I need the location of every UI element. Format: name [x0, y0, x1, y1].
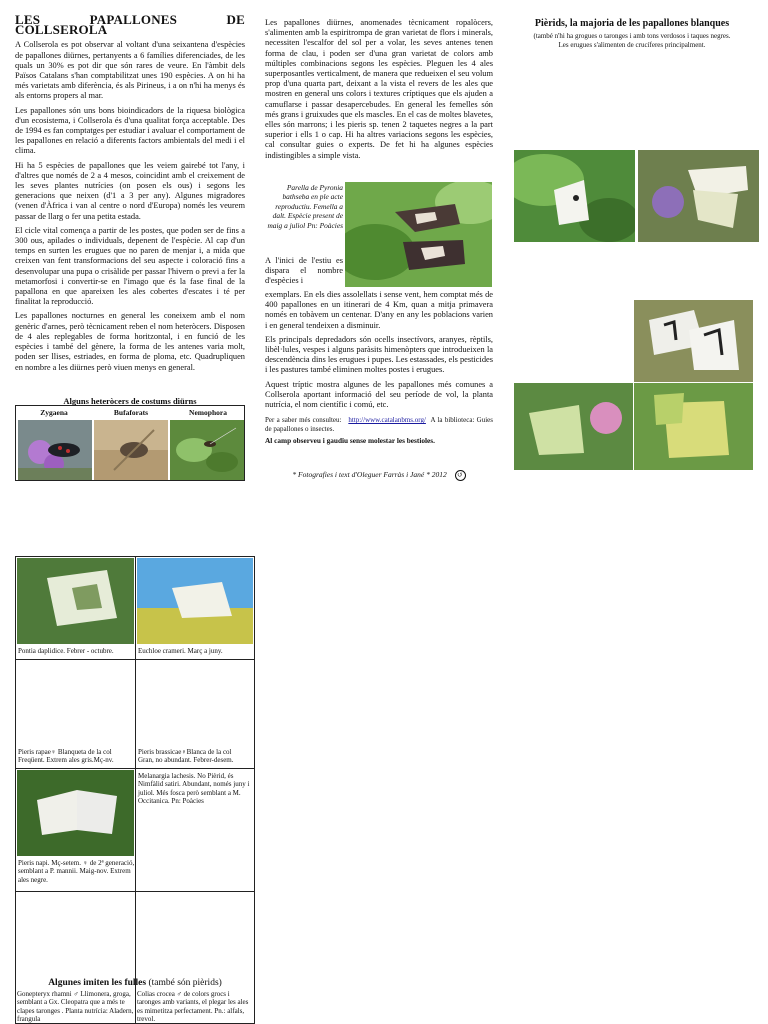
caption-pieris-napi: Pieris napi. Mç-setem. ♀ de 2ª generació, semblant a P. mannii. Maig-nov. Extrem ales negre.	[18, 859, 135, 884]
page-title: LES PAPALLONES DE COLLSEROLA	[15, 12, 245, 38]
summer-paragraph-end: exemplars. En els dies assolellats i sense vent, hem comptat més de 400 papallones en un itinerari de 4 Km, quan a mitja primavera només en tobàvem un centenar. D'any en any les poblacions varien i en general tendeixen a disminuir.	[265, 290, 493, 330]
moth-name-bufaforats: Bufaforats	[113, 408, 149, 417]
moth-table	[15, 405, 245, 481]
photo-nemophora	[170, 420, 244, 480]
grid-cell-1	[15, 556, 136, 660]
grid-cell-6	[135, 768, 255, 892]
caption-gonepteryx: Gonepteryx rhamni ♂ Llimonera, groga, semblant a Gx. Cleopatra que a més te clapes taronges . Planta nutrícia: Aladern, frangula	[17, 990, 134, 1024]
column-left	[15, 12, 245, 377]
photo-pontia-daplidice	[17, 558, 134, 644]
intro-paragraph: A Collserola es pot observar al voltant d'una seixantena d'espècies de papallones diürnes, pertanyents a 6 famílies diferenciades, de les quals un 30% es pot dir que són rares de veure. En l'àmbit dels Països Catalans s'han comptabilitzat unes 190 espècies. A on hi ha més varietats amb diferència, és als Pirineus, i a on n'hi ha menys és als entorns propers al mar.	[15, 40, 245, 101]
column-middle	[265, 18, 493, 165]
photo-bufaforats	[94, 420, 168, 480]
photo-pierid-5	[634, 383, 753, 470]
pierids-title: Pièrids, la majoria de les papallones blanques	[534, 18, 730, 29]
caption-pieris-brassicae: Pieris brassicae♀Blanca de la col Gran, no abundant. Febrer-desem.	[138, 748, 234, 765]
photo-pierid-4	[514, 383, 633, 470]
moth-name-zygaena: Zygaena	[40, 408, 68, 417]
nocturnal-paragraph: Les papallones nocturnes en general les coneixem amb el nom genèric d'arnes, però tècnicament reben el nom heteròcers. Disposen de 4 ales replegables de forma horitzontal, i en funció de les espècies i també del gènere, la forma de les antenes varia molt, poden ser llises, estriades, en forma de ploma, etc. Quadrupliquen en nombre a les diürnes però viuen menys en general.	[15, 311, 245, 372]
photo-euchloe-crameri	[137, 558, 253, 644]
grid-cell-5	[15, 768, 136, 892]
lifecycle-paragraph: El cicle vital comença a partir de les postes, que poden ser de fins a 300 ous, apilades o individuals, depenent de l'espècie. Al cap d'un temps en surten les erugues que no paren de menjar i, a mida que creixen van fent transformacions del seu aspecte i coloració fins a desenvolupar una pupa o crisàlide per passar l'hivern o previ a fer la metamorfosi i convertir-se en l'imago que és la fase final de la papallona en que apareixen les ales cobertes d'escates i té per finalitat la reproducció.	[15, 225, 245, 307]
predators-paragraph: Els principals depredadors són ocells insectívors, aranyes, rèptils, libèl·lules, vespes i alguns paràsits himenòpters que introdueixen la descendència dins les erugues i pupes. Les estassades, els pesticides i les pastures també eliminen moltes postes i erugues.	[265, 334, 493, 375]
column-middle-cont	[265, 256, 343, 291]
photo-pierid-2	[638, 150, 759, 242]
pierids-subtitle: (també n'hi ha grogues o taronges i amb tons verdosos i taques negres. Les erugues s'alimenten de crucíferes principalment.	[533, 32, 731, 49]
photo-pieris-napi	[17, 770, 134, 856]
caption-pieris-rapae: Pieris rapae♀ Blanqueta de la col Freqüent. Extrem ales gris.Mç-nv.	[18, 748, 114, 765]
column-middle-lower	[265, 290, 493, 446]
more-info: Per a saber més consulteu: http://www.catalanbms.org/ A la biblioteca: Guies de papallones o insectes.	[265, 416, 493, 434]
photo-pierid-1	[514, 150, 635, 242]
moth-name-nemophora: Nemophora	[189, 408, 227, 417]
caption-colias: Colias crocea ♂ de colors grocs i taronges amb variants, el plegar les ales es mimetitza perfectament. Pn.: alfals, trevol.	[137, 990, 249, 1024]
photo-pyronia-bathseba	[345, 182, 492, 287]
credits-line: * Fotografies i text d'Oleguer Farràs i Jané * 2012 ↺	[265, 470, 493, 481]
diurnal-paragraph: Les papallones diürnes, anomenades tècnicament ropalòcers, s'alimenten amb la espiritrompa de gran varietat de flors i minerals, necessiten l'escalfor del sol per a volar, les seves antenes tenen forma de clau, i poden ser d'una gran varietat de colors amb múltiples combinacions segons les espècies. Pleguen les 4 ales superposantles verticalment, de manera que redueixen el seu volum prop d'una quarta part, deixant a la vista el revers de les ales que mostren en general uns colors i textures críptiques que els ajuden a camuflarse i passar desapercebudes. En general les femelles són més grans i gruixudes que els mascles. En el cas de moltes blavetes, elles són marrons; i les pieris sp. tenen 2 taquetes negres a la part superior i ells 1 o cap. Hi ha altres variacions segons les espècies, cal consultar guies o experts. De fet hi ha algunes espècies indistingibles a simple vista.	[265, 18, 493, 160]
triptic-paragraph: Aquest tríptic mostra algunes de les papallones més comunes a Collserola aportant informació del seu període de vol, la planta nutrícia, el nom científic i comú, etc.	[265, 379, 493, 410]
closing-line: Al camp observeu i gaudiu sense molestar les bestioles.	[265, 436, 435, 446]
photo-zygaena	[18, 420, 92, 480]
copyleft-icon: ↺	[455, 470, 466, 481]
caption-melanargia: Melanargia lachesis. No Pièrid, és Nimfàlid satiri. Abundant, només juny i juliol. Més fosca però semblant a M. Occitanica. Pn: Poàcies	[138, 772, 250, 806]
moth-table-title: Alguns heteròcers de costums diürns	[63, 396, 197, 406]
caption-euchloe: Euchloe crameri. Març a juny.	[138, 647, 223, 655]
grid-cell-2	[135, 556, 255, 660]
caption-pontia: Pontia daplidice. Febrer - octubre.	[18, 647, 114, 655]
grid-cell-3	[15, 659, 136, 769]
leaf-mimic-title: Algunes imiten les fulles (també són pièrids)	[48, 978, 222, 988]
catalanbms-link[interactable]: http://www.catalanbms.org/	[348, 416, 426, 425]
grid-cell-4	[135, 659, 255, 769]
photo-caption-pyronia: Parella de Pyronia bathseba en ple acte reproductiu. Femella a dalt. Espècie present de maig a juliol Pn: Poàcies	[267, 183, 343, 230]
species-paragraph: Hi ha 5 espècies de papallones que les veiem gairebé tot l'any, i d'altres que només de 2 a 4 mesos, coincidint amb el creixement de les seves plantes nutrícies (on posen els ous) i segons les generacions que neixen (d'1 a 3 per any). Algunes migradores (venen d'Àfrica i van al centre o nord d'Europa) només les veurem passar de llarg o fer una petita estada.	[15, 160, 245, 221]
summer-paragraph-start: A l'inici de l'estiu es dispara el nombre d'espècies i	[265, 256, 343, 286]
photo-pierid-3	[634, 300, 753, 382]
bioindicator-paragraph: Les papallones són uns bons bioindicadors de la riquesa biològica d'un ecosistema, i Collserola és d'una qualitat força acceptable. Des de 1994 es fan comptatges per estudiar i avaluar el comportament de les papallones en relació a diferents factors ambientals del medi i el clima.	[15, 105, 245, 156]
